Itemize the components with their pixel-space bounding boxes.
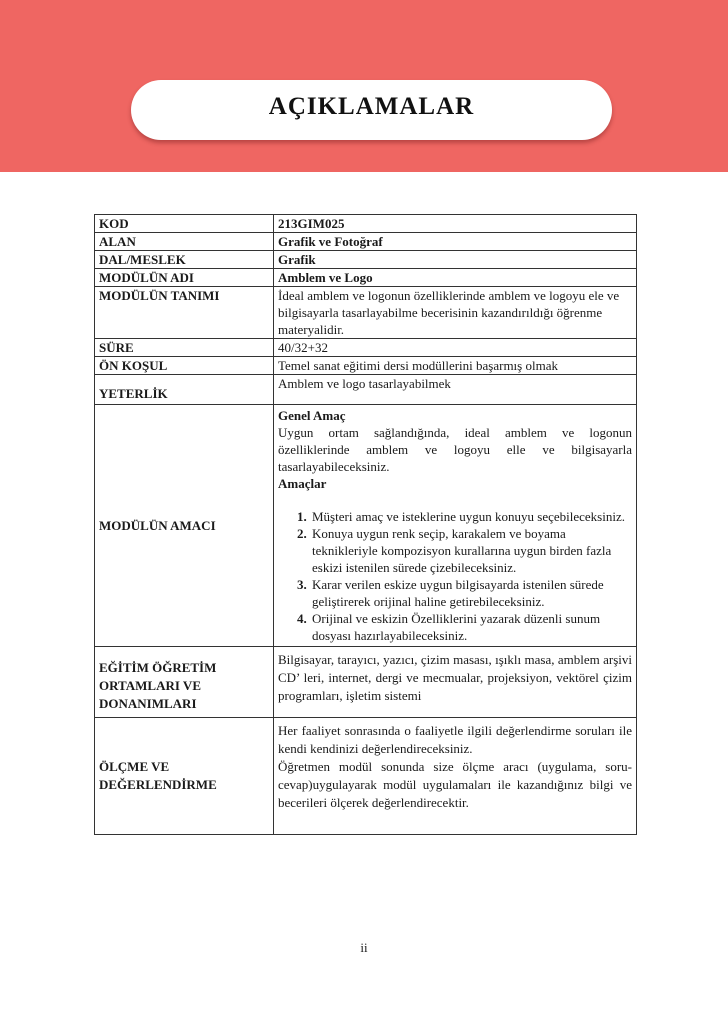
general-aim-heading: Genel Amaç — [278, 408, 346, 423]
yeterlik-label: YETERLİK — [95, 375, 274, 405]
olcme-value — [274, 718, 637, 835]
modul-tanimi-value: İdeal amblem ve logonun özelliklerinde amblem ve logoyu ele ve bilgisayarla tasarlayabilme becerisinin kazandırıldığı öğrenme materyalidir. — [274, 287, 637, 339]
aim-item: 4. Orijinal ve eskizin Özelliklerini yazarak düzenli sunum dosyası hazırlayabileceksiniz. — [310, 610, 632, 644]
modul-adi-label: MODÜLÜN ADI — [95, 269, 274, 287]
on-kosul-value: Temel sanat eğitimi dersi modüllerini başarmış olmak — [274, 357, 637, 375]
olcme-label: ÖLÇME VE DEĞERLENDİRME — [95, 718, 274, 835]
alan-label: ALAN — [95, 233, 274, 251]
alan-value: Grafik ve Fotoğraf — [274, 233, 637, 251]
sure-value: 40/32+32 — [274, 339, 637, 357]
general-aim-text: Uygun ortam sağlandığında, ideal amblem ve logonun özelliklerinde amblem ve logoyu elle ve bilgisayarla tasarlayabileceksiniz. — [278, 425, 632, 474]
yeterlik-value: Amblem ve logo tasarlayabilmek — [274, 375, 637, 405]
row-sure — [95, 339, 637, 357]
row-egitim — [95, 647, 637, 718]
dal-label: DAL/MESLEK — [95, 251, 274, 269]
row-modul-adi — [95, 269, 637, 287]
modul-amaci-label: MODÜLÜN AMACI — [95, 405, 274, 647]
kod-label: KOD — [95, 215, 274, 233]
module-info-table — [94, 214, 637, 835]
kod-value: 213GIM025 — [274, 215, 637, 233]
row-yeterlik — [95, 375, 637, 405]
aim-item: 2. Konuya uygun renk seçip, karakalem ve boyama teknikleriyle kompozisyon kurallarına uygun birden fazla eskizi istenilen sürede çizebileceksiniz. — [310, 525, 632, 576]
olcme-text-1: Her faaliyet sonrasında o faaliyetle ilgili değerlendirme soruları ile kendi kendinizi değerlendireceksiniz. — [278, 723, 632, 756]
on-kosul-label: ÖN KOŞUL — [95, 357, 274, 375]
row-alan — [95, 233, 637, 251]
aim-item: 1. Müşteri amaç ve isteklerine uygun konuyu seçebileceksiniz. — [310, 508, 632, 525]
dal-value: Grafik — [274, 251, 637, 269]
modul-tanimi-label: MODÜLÜN TANIMI — [95, 287, 274, 339]
aims-heading: Amaçlar — [278, 476, 327, 491]
page-title: AÇIKLAMALAR — [268, 93, 475, 120]
modul-adi-value: Amblem ve Logo — [274, 269, 637, 287]
aim-item: 3. Karar verilen eskize uygun bilgisayarda istenilen sürede geliştirerek orijinal haline getirebileceksiniz. — [310, 576, 632, 610]
row-olcme — [95, 718, 637, 835]
aims-list — [278, 508, 632, 644]
egitim-label: EĞİTİM ÖĞRETİM ORTAMLARI VE DONANIMLARI — [95, 647, 274, 718]
page-number: ii — [360, 940, 368, 955]
row-dal — [95, 251, 637, 269]
row-modul-amaci — [95, 405, 637, 647]
row-on-kosul — [95, 357, 637, 375]
olcme-text-2: Öğretmen modül sonunda size ölçme aracı (uygulama, soru-cevap)uygulayarak modül uygulamaları ile kazandığınız bilgi ve becerileri ölçerek değerlendirecektir. — [278, 759, 632, 810]
modul-amaci-value — [274, 405, 637, 647]
row-kod — [95, 215, 637, 233]
egitim-value: Bilgisayar, tarayıcı, yazıcı, çizim masası, ışıklı masa, amblem arşivi CD’ leri, internet, dergi ve mecmualar, projeksiyon, vektörel çizim programları, işletim sistemi — [274, 647, 637, 718]
sure-label: SÜRE — [95, 339, 274, 357]
row-modul-tanimi — [95, 287, 637, 339]
